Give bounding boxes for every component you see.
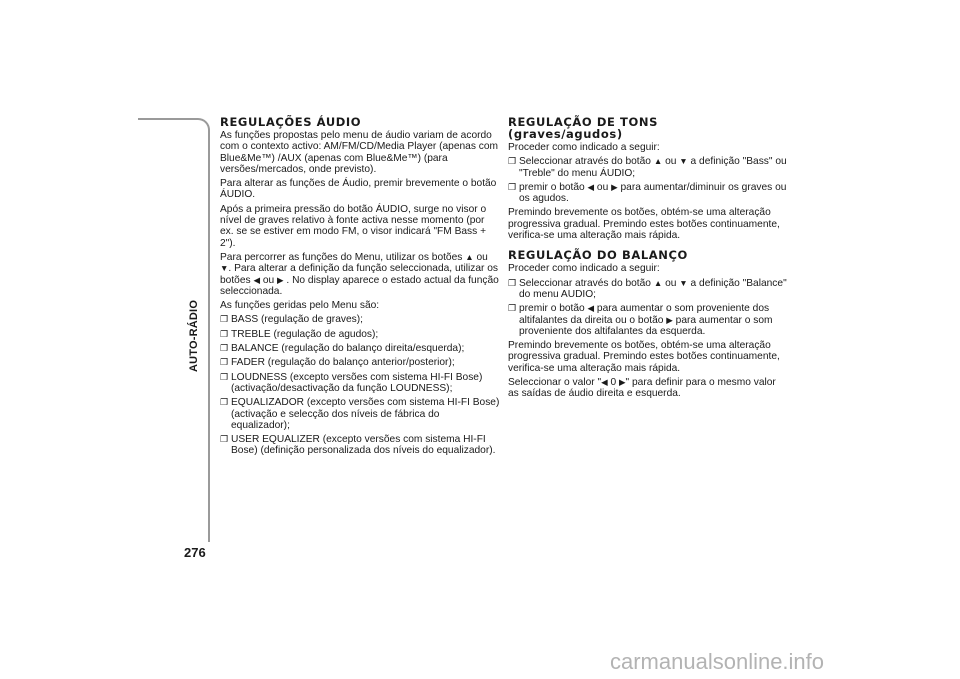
down-triangle-icon: ▼: [679, 277, 688, 288]
checkbox-bullet-icon: ❐: [220, 371, 229, 382]
watermark: carmanualsonline.info: [610, 649, 825, 674]
checkbox-bullet-icon: ❐: [220, 314, 229, 325]
tone-behaviour-paragraph: Premindo brevemente os botões, obtém-se uma alteração progressiva gradual. Premindo estes botões continuamente, verifica-se uma alteração mais rápida.: [508, 207, 780, 242]
list-item: ❐ Seleccionar através do botão ▲ ou ▼ a definição "Balance" do menu AUDIO;: [508, 277, 787, 300]
down-triangle-icon: ▼: [679, 156, 688, 167]
list-item: ❐ FADER (regulação do balanço anterior/posterior);: [220, 357, 455, 369]
list-item: ❐ USER EQUALIZER (excepto versões com sistema HI-FI Bose) (definição personalizada dos níveis do equalizador).: [220, 434, 496, 457]
down-triangle-icon: ▼: [220, 263, 229, 274]
list-item: ❐ premir o botão ◀ para aumentar o som proveniente dos altifalantes da direita ou o botão ▶ para aumentar o som proveniente dos altifalantes da esquerda.: [508, 303, 773, 337]
checkbox-bullet-icon: ❐: [220, 328, 229, 339]
list-item: ❐ BALANCE (regulação do balanço direita/esquerda);: [220, 343, 465, 355]
up-triangle-icon: ▲: [465, 251, 474, 262]
checkbox-bullet-icon: ❐: [220, 397, 229, 408]
left-triangle-icon: ◀: [253, 274, 260, 285]
right-triangle-icon: ▶: [277, 274, 284, 285]
balance-settings-heading: REGULAÇÃO DO BALANÇO: [508, 248, 688, 263]
checkbox-bullet-icon: ❐: [508, 181, 517, 192]
tone-settings-heading: REGULAÇÃO DE TONS (graves/agudos): [508, 115, 658, 141]
audio-settings-heading: REGULAÇÕES ÁUDIO: [220, 115, 362, 129]
audio-intro-paragraph: As funções propostas pelo menu de áudio variam de acordo com o contexto activo: AM/FM/CD/Media Player (apenas com Blue&Me™) /AUX (apenas com Blue&Me™) (para versões/mercados, onde previsto).: [220, 130, 498, 175]
right-triangle-icon: ▶: [619, 377, 626, 388]
tone-proceed-text: Proceder como indicado a seguir:: [508, 142, 660, 153]
checkbox-bullet-icon: ❐: [508, 277, 517, 288]
list-item: ❐ premir o botão ◀ ou ▶ para aumentar/diminuir os graves ou os agudos.: [508, 181, 787, 205]
checkbox-bullet-icon: ❐: [220, 434, 229, 445]
right-column: [508, 116, 788, 403]
tone-steps-list: [508, 156, 788, 204]
list-item: ❐ TREBLE (regulação de agudos);: [220, 328, 379, 340]
section-side-label: AUTO-RÁDIO: [188, 299, 200, 372]
page-number: 276: [184, 545, 206, 560]
up-triangle-icon: ▲: [653, 156, 663, 167]
menu-functions-list: [220, 314, 500, 456]
checkbox-bullet-icon: ❐: [220, 357, 229, 368]
list-item: ❐ LOUDNESS (excepto versões com sistema HI-FI Bose) (activação/desactivação da função LOUDNESS);: [220, 371, 483, 394]
left-column: [220, 116, 500, 460]
right-triangle-icon: ▶: [666, 314, 673, 325]
menu-functions-intro: As funções geridas pelo Menu são:: [220, 300, 380, 312]
balance-steps-list: [508, 278, 788, 337]
list-item: ❐ EQUALIZADOR (excepto versões com sistema HI-FI Bose) (activação e selecção dos níveis de fábrica do equalizador);: [220, 397, 500, 431]
checkbox-bullet-icon: ❐: [508, 156, 517, 167]
left-triangle-icon: ◀: [601, 377, 608, 388]
up-triangle-icon: ▲: [653, 277, 663, 288]
checkbox-bullet-icon: ❐: [220, 343, 229, 354]
balance-proceed-text: Proceder como indicado a seguir:: [508, 263, 660, 275]
list-item: ❐ Seleccionar através do botão ▲ ou ▼ a definição "Bass" ou "Treble" do menu ÁUDIO;: [508, 156, 787, 179]
checkbox-bullet-icon: ❐: [508, 303, 517, 314]
balance-center-paragraph: Seleccionar o valor "◀ 0 ▶" para definir para o mesmo valor as saídas de áudio direita e esquerda.: [508, 377, 776, 400]
first-press-paragraph: Após a primeira pressão do botão ÁUDIO, surge no visor o nível de graves relativo à fonte activa nesse momento (por ex. se se estiver em modo FM, o visor indicará "FM Bass + 2").: [220, 203, 487, 249]
left-triangle-icon: ◀: [587, 181, 595, 192]
audio-button-paragraph: Para alterar as funções de Áudio, premir brevemente o botão ÁUDIO.: [220, 178, 497, 201]
menu-navigation-paragraph: Para percorrer as funções do Menu, utilizar os botões ▲ ou ▼. Para alterar a definição da função seleccionada, utilizar os botões ◀ ou ▶ . No display aparece o estado actual da função seleccionada.: [220, 251, 499, 297]
list-item: ❐ BASS (regulação de graves);: [220, 314, 363, 326]
right-triangle-icon: ▶: [611, 181, 618, 192]
left-triangle-icon: ◀: [587, 303, 595, 314]
balance-behaviour-paragraph: Premindo brevemente os botões, obtém-se uma alteração progressiva gradual. Premindo estes botões continuamente, verifica-se uma alteração mais rápida.: [508, 340, 780, 374]
